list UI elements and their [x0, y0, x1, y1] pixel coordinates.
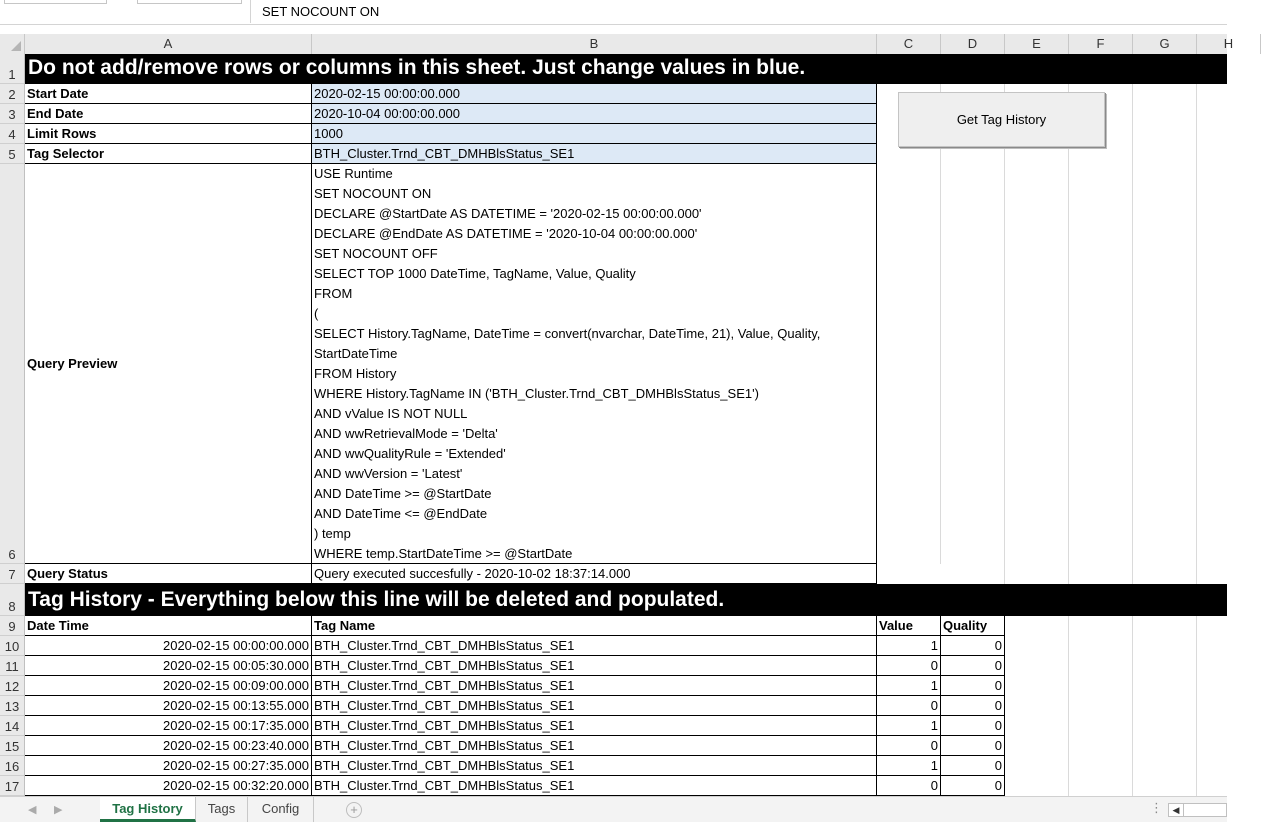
row-header[interactable]: 8 — [0, 584, 24, 616]
query-line: SET NOCOUNT OFF — [314, 246, 438, 261]
end-date-input[interactable]: 2020-10-04 00:00:00.000 — [312, 104, 877, 124]
history-quality-cell[interactable]: 0 — [941, 676, 1005, 696]
history-value-cell[interactable]: 0 — [877, 776, 941, 796]
tag-history-banner[interactable]: Tag History - Everything below this line will be deleted and populated. — [25, 584, 1227, 616]
query-line: FROM — [314, 286, 353, 301]
history-datetime-cell[interactable]: 2020-02-15 00:17:35.000 — [25, 716, 312, 736]
tab-config[interactable]: Config — [248, 797, 314, 822]
row-header[interactable]: 10 — [0, 636, 24, 656]
query-line: StartDateTime — [314, 346, 398, 361]
history-header-value[interactable]: Value — [877, 616, 941, 636]
row-header[interactable]: 17 — [0, 776, 24, 796]
end-date-label[interactable]: End Date — [25, 104, 312, 124]
column-header-a[interactable]: A — [25, 34, 312, 54]
history-value-cell[interactable]: 0 — [877, 736, 941, 756]
history-datetime-cell[interactable]: 2020-02-15 00:00:00.000 — [25, 636, 312, 656]
query-status-label[interactable]: Query Status — [25, 564, 312, 584]
query-line: WHERE History.TagName IN ('BTH_Cluster.Trnd_CBT_DMHBlsStatus_SE1') — [314, 386, 759, 401]
row-header[interactable]: 4 — [0, 124, 24, 144]
history-tagname-cell[interactable]: BTH_Cluster.Trnd_CBT_DMHBlsStatus_SE1 — [312, 676, 877, 696]
query-line: USE Runtime — [314, 166, 393, 181]
start-date-label[interactable]: Start Date — [25, 84, 312, 104]
column-header-h[interactable]: H — [1197, 34, 1261, 54]
query-line: FROM History — [314, 366, 397, 381]
column-header-d[interactable]: D — [941, 34, 1005, 54]
history-datetime-cell[interactable]: 2020-02-15 00:09:00.000 — [25, 676, 312, 696]
tab-tags[interactable]: Tags — [196, 797, 248, 822]
history-quality-cell[interactable]: 0 — [941, 736, 1005, 756]
gridline — [1132, 84, 1133, 796]
row-headers — [0, 54, 25, 796]
limit-rows-label[interactable]: Limit Rows — [25, 124, 312, 144]
history-value-cell[interactable]: 1 — [877, 676, 941, 696]
gridline — [1196, 84, 1197, 796]
history-value-cell[interactable]: 1 — [877, 716, 941, 736]
query-line: AND vValue IS NOT NULL — [314, 406, 468, 421]
row-header[interactable]: 15 — [0, 736, 24, 756]
row-header[interactable]: 6 — [0, 164, 24, 564]
query-line: AND DateTime >= @StartDate — [314, 486, 492, 501]
query-line: SELECT History.TagName, DateTime = convert(nvarchar, DateTime, 21), Value, Quality, — [314, 326, 821, 341]
row-header[interactable]: 1 — [0, 54, 24, 84]
plus-circle-icon[interactable]: + — [346, 802, 362, 818]
history-quality-cell[interactable]: 0 — [941, 636, 1005, 656]
query-preview-cell[interactable] — [312, 164, 877, 564]
instruction-banner[interactable]: Do not add/remove rows or columns in this sheet. Just change values in blue. — [25, 54, 1227, 84]
gridline — [1068, 84, 1069, 796]
history-value-cell[interactable]: 1 — [877, 636, 941, 656]
formula-bar-controls[interactable] — [137, 0, 242, 4]
history-tagname-cell[interactable]: BTH_Cluster.Trnd_CBT_DMHBlsStatus_SE1 — [312, 736, 877, 756]
query-line: ) temp — [314, 526, 351, 541]
history-tagname-cell[interactable]: BTH_Cluster.Trnd_CBT_DMHBlsStatus_SE1 — [312, 636, 877, 656]
tab-tag-history[interactable]: Tag History — [100, 797, 196, 822]
more-options-icon[interactable]: ⋮ — [1150, 800, 1163, 815]
history-header-datetime[interactable]: Date Time — [25, 616, 312, 636]
history-quality-cell[interactable]: 0 — [941, 696, 1005, 716]
chevron-left-icon[interactable]: ◀ — [28, 804, 37, 816]
column-header-e[interactable]: E — [1005, 34, 1069, 54]
history-quality-cell[interactable]: 0 — [941, 756, 1005, 776]
query-preview-label-text: Query Preview — [27, 356, 118, 371]
query-line: DECLARE @StartDate AS DATETIME = '2020-02-15 00:00:00.000' — [314, 206, 702, 221]
formula-text: SET NOCOUNT ON — [262, 4, 380, 19]
cell-area — [25, 54, 1227, 796]
worksheet-grid — [0, 34, 1234, 796]
limit-rows-input[interactable]: 1000 — [312, 124, 877, 144]
query-line: WHERE temp.StartDateTime >= @StartDate — [314, 546, 573, 561]
query-line: AND wwVersion = 'Latest' — [314, 466, 463, 481]
sheet-tab-bar — [0, 796, 1227, 822]
get-tag-history-button[interactable] — [898, 92, 1105, 147]
start-date-input[interactable]: 2020-02-15 00:00:00.000 — [312, 84, 877, 104]
scroll-left-icon[interactable]: ◀ — [1169, 804, 1184, 816]
history-datetime-cell[interactable]: 2020-02-15 00:05:30.000 — [25, 656, 312, 676]
column-header-b[interactable]: B — [312, 34, 877, 54]
row-header[interactable]: 11 — [0, 656, 24, 676]
query-status-value[interactable]: Query executed succesfully - 2020-10-02 18:37:14.000 — [312, 564, 877, 584]
history-quality-cell[interactable]: 0 — [941, 776, 1005, 796]
row-header[interactable]: 13 — [0, 696, 24, 716]
tag-selector-input[interactable]: BTH_Cluster.Trnd_CBT_DMHBlsStatus_SE1 — [312, 144, 877, 164]
row-header[interactable]: 12 — [0, 676, 24, 696]
history-tagname-cell[interactable]: BTH_Cluster.Trnd_CBT_DMHBlsStatus_SE1 — [312, 776, 877, 796]
column-headers — [0, 34, 1234, 55]
formula-bar — [0, 0, 1227, 25]
column-header-g[interactable]: G — [1133, 34, 1197, 54]
query-preview-label[interactable] — [25, 164, 312, 564]
row-header[interactable]: 16 — [0, 756, 24, 776]
history-tagname-cell[interactable]: BTH_Cluster.Trnd_CBT_DMHBlsStatus_SE1 — [312, 716, 877, 736]
select-all-icon[interactable] — [0, 34, 25, 54]
row-header[interactable]: 3 — [0, 104, 24, 124]
history-datetime-cell[interactable]: 2020-02-15 00:32:20.000 — [25, 776, 312, 796]
column-header-f[interactable]: F — [1069, 34, 1133, 54]
history-datetime-cell[interactable]: 2020-02-15 00:27:35.000 — [25, 756, 312, 776]
name-box[interactable] — [4, 0, 107, 4]
query-line: DECLARE @EndDate AS DATETIME = '2020-10-04 00:00:00.000' — [314, 226, 698, 241]
history-tagname-cell[interactable]: BTH_Cluster.Trnd_CBT_DMHBlsStatus_SE1 — [312, 696, 877, 716]
get-tag-history-button-label: Get Tag History — [956, 112, 1047, 127]
chevron-right-icon[interactable]: ▶ — [54, 804, 63, 816]
query-line: AND wwQualityRule = 'Extended' — [314, 446, 506, 461]
query-line: SET NOCOUNT ON — [314, 186, 432, 201]
row-header[interactable]: 2 — [0, 84, 24, 104]
formula-input[interactable] — [250, 0, 1228, 23]
query-line: AND wwRetrievalMode = 'Delta' — [314, 426, 498, 441]
history-tagname-cell[interactable]: BTH_Cluster.Trnd_CBT_DMHBlsStatus_SE1 — [312, 756, 877, 776]
horizontal-scrollbar[interactable] — [1168, 803, 1227, 817]
query-line: AND DateTime <= @EndDate — [314, 506, 488, 521]
row-header[interactable]: 7 — [0, 564, 24, 584]
history-value-cell[interactable]: 1 — [877, 756, 941, 776]
history-datetime-cell[interactable]: 2020-02-15 00:13:55.000 — [25, 696, 312, 716]
query-line: SELECT TOP 1000 DateTime, TagName, Value, Quality — [314, 266, 636, 281]
history-quality-cell[interactable]: 0 — [941, 716, 1005, 736]
row-header[interactable]: 9 — [0, 616, 24, 636]
history-header-tagname[interactable]: Tag Name — [312, 616, 877, 636]
history-datetime-cell[interactable]: 2020-02-15 00:23:40.000 — [25, 736, 312, 756]
tag-selector-label[interactable]: Tag Selector — [25, 144, 312, 164]
history-value-cell[interactable]: 0 — [877, 656, 941, 676]
query-line: ( — [314, 306, 319, 321]
column-header-c[interactable]: C — [877, 34, 941, 54]
row-header[interactable]: 14 — [0, 716, 24, 736]
row-header[interactable]: 5 — [0, 144, 24, 164]
history-tagname-cell[interactable]: BTH_Cluster.Trnd_CBT_DMHBlsStatus_SE1 — [312, 656, 877, 676]
gridline — [940, 84, 941, 564]
history-header-quality[interactable]: Quality — [941, 616, 1005, 636]
history-value-cell[interactable]: 0 — [877, 696, 941, 716]
history-quality-cell[interactable]: 0 — [941, 656, 1005, 676]
